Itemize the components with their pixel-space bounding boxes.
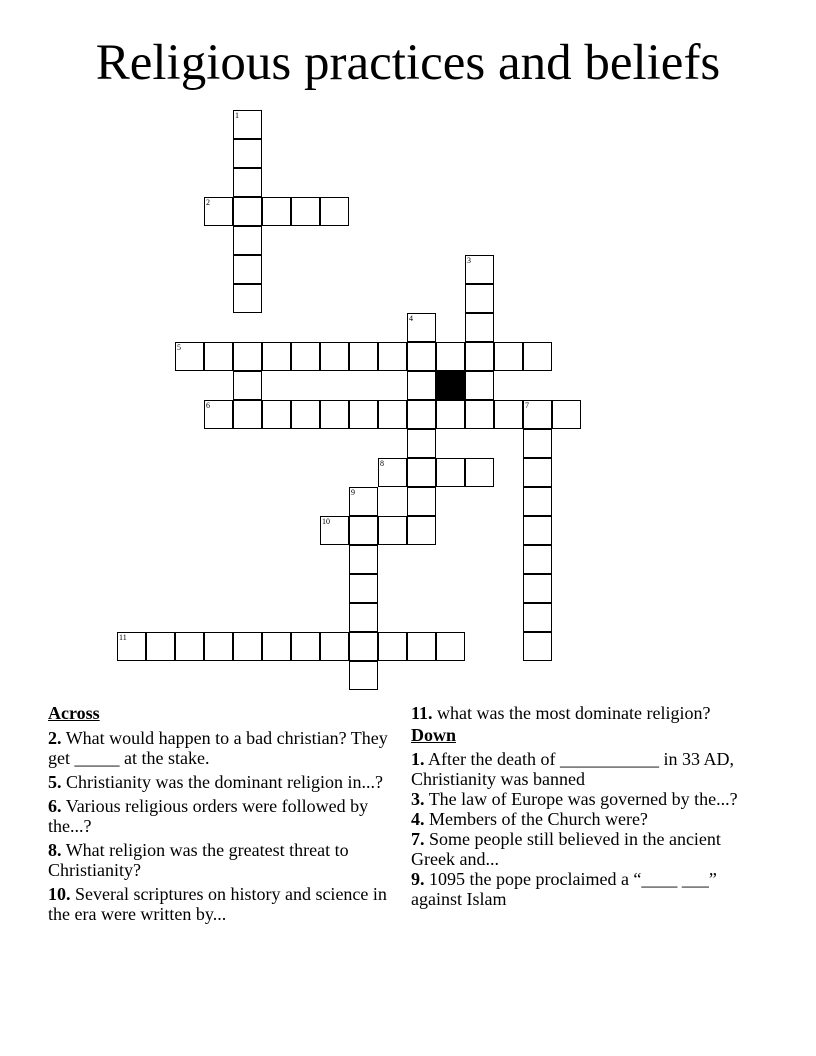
grid-cell[interactable]	[349, 661, 378, 690]
grid-cell[interactable]	[117, 632, 146, 661]
grid-cell[interactable]	[465, 313, 494, 342]
grid-cell[interactable]	[233, 110, 262, 139]
grid-cell[interactable]	[523, 545, 552, 574]
grid-cell[interactable]	[523, 487, 552, 516]
grid-cell[interactable]	[436, 400, 465, 429]
grid-cell[interactable]	[407, 400, 436, 429]
grid-cell[interactable]	[523, 400, 552, 429]
down-clue-3	[411, 789, 751, 809]
clue-text: What religion was the greatest threat to Christianity?	[48, 840, 349, 880]
grid-cell[interactable]	[465, 284, 494, 313]
clue-text: Several scriptures on history and science in the era were written by...	[48, 884, 387, 924]
grid-cell[interactable]	[291, 400, 320, 429]
clue-text: After the death of ___________ in 33 AD, Christianity was banned	[411, 749, 734, 789]
cell-number: 7	[525, 401, 529, 410]
clue-number: 2.	[48, 728, 62, 748]
grid-cell[interactable]	[378, 342, 407, 371]
grid-cell[interactable]	[407, 371, 436, 400]
grid-cell[interactable]	[407, 313, 436, 342]
clue-number: 6.	[48, 796, 62, 816]
grid-cell[interactable]	[233, 197, 262, 226]
cell-number: 6	[206, 401, 210, 410]
cell-number: 11	[119, 633, 127, 642]
grid-cell[interactable]	[378, 458, 407, 487]
grid-cell[interactable]	[523, 429, 552, 458]
grid-cell[interactable]	[465, 255, 494, 284]
clue-number: 3.	[411, 789, 425, 809]
black-square	[436, 371, 465, 400]
grid-cell[interactable]	[494, 342, 523, 371]
clue-text: What would happen to a bad christian? They get _____ at the stake.	[48, 728, 388, 768]
grid-cell[interactable]	[233, 400, 262, 429]
clues-column-left	[48, 703, 388, 928]
down-clue-4	[411, 809, 751, 829]
grid-cell[interactable]	[291, 342, 320, 371]
across-heading: Across	[48, 703, 100, 723]
cell-number: 5	[177, 343, 181, 352]
grid-cell[interactable]	[233, 255, 262, 284]
grid-cell[interactable]	[523, 342, 552, 371]
grid-cell[interactable]	[552, 400, 581, 429]
cell-number: 1	[235, 111, 239, 120]
down-clue-1	[411, 749, 751, 789]
grid-cell[interactable]	[291, 632, 320, 661]
grid-cell[interactable]	[349, 342, 378, 371]
grid-cell[interactable]	[378, 516, 407, 545]
grid-cell[interactable]	[204, 400, 233, 429]
clue-text: Members of the Church were?	[429, 809, 648, 829]
grid-cell[interactable]	[175, 632, 204, 661]
grid-cell[interactable]	[349, 603, 378, 632]
grid-cell[interactable]	[436, 342, 465, 371]
puzzle-title: Religious practices and beliefs	[95, 35, 721, 91]
grid-cell[interactable]	[262, 342, 291, 371]
across-clue-2	[48, 728, 388, 768]
cell-number: 2	[206, 198, 210, 207]
grid-cell[interactable]	[378, 632, 407, 661]
grid-cell[interactable]	[523, 458, 552, 487]
clue-text: Various religious orders were followed by the...?	[48, 796, 369, 836]
grid-cell[interactable]	[407, 429, 436, 458]
grid-cell[interactable]	[262, 400, 291, 429]
grid-cell[interactable]	[233, 342, 262, 371]
cell-number: 4	[409, 314, 413, 323]
grid-cell[interactable]	[262, 197, 291, 226]
grid-cell[interactable]	[233, 632, 262, 661]
grid-cell[interactable]	[349, 574, 378, 603]
clue-number: 4.	[411, 809, 425, 829]
grid-cell[interactable]	[407, 342, 436, 371]
grid-cell[interactable]	[233, 226, 262, 255]
grid-cell[interactable]	[320, 400, 349, 429]
grid-cell[interactable]	[204, 342, 233, 371]
grid-cell[interactable]	[349, 487, 378, 516]
cell-number: 3	[467, 256, 471, 265]
grid-cell[interactable]	[494, 400, 523, 429]
grid-cell[interactable]	[233, 168, 262, 197]
grid-cell[interactable]	[349, 545, 378, 574]
grid-cell[interactable]	[146, 632, 175, 661]
grid-cell[interactable]	[204, 632, 233, 661]
grid-cell[interactable]	[436, 458, 465, 487]
grid-cell[interactable]	[233, 371, 262, 400]
grid-cell[interactable]	[523, 632, 552, 661]
grid-cell[interactable]	[349, 516, 378, 545]
clue-number: 9.	[411, 869, 425, 889]
clue-number: 11.	[411, 703, 433, 723]
across-clue-11	[411, 703, 751, 723]
grid-cell[interactable]	[465, 400, 494, 429]
clue-text: The law of Europe was governed by the...?	[428, 789, 738, 809]
grid-cell[interactable]	[204, 197, 233, 226]
clues-column-right	[411, 703, 751, 909]
grid-cell[interactable]	[465, 458, 494, 487]
grid-cell[interactable]	[407, 516, 436, 545]
across-clue-8	[48, 840, 388, 880]
grid-cell[interactable]	[465, 342, 494, 371]
grid-cell[interactable]	[523, 574, 552, 603]
clue-number: 8.	[48, 840, 62, 860]
grid-cell[interactable]	[320, 632, 349, 661]
cell-number: 8	[380, 459, 384, 468]
grid-cell[interactable]	[407, 487, 436, 516]
grid-cell[interactable]	[175, 342, 204, 371]
grid-cell[interactable]	[349, 632, 378, 661]
cell-number: 9	[351, 488, 355, 497]
clue-number: 5.	[48, 772, 62, 792]
grid-cell[interactable]	[291, 197, 320, 226]
grid-cell[interactable]	[465, 371, 494, 400]
clue-number: 1.	[411, 749, 425, 769]
down-heading: Down	[411, 725, 457, 745]
grid-cell[interactable]	[523, 516, 552, 545]
grid-cell[interactable]	[378, 400, 407, 429]
grid-cell[interactable]	[262, 632, 291, 661]
down-clue-7	[411, 829, 751, 869]
grid-cell[interactable]	[349, 400, 378, 429]
clue-text: Some people still believed in the ancient Greek and...	[411, 829, 721, 869]
grid-cell[interactable]	[233, 139, 262, 168]
clue-text: Christianity was the dominant religion in...?	[66, 772, 383, 792]
grid-cell[interactable]	[320, 342, 349, 371]
grid-cell[interactable]	[407, 458, 436, 487]
grid-cell[interactable]	[320, 516, 349, 545]
grid-cell[interactable]	[436, 632, 465, 661]
clue-text: 1095 the pope proclaimed a “____ ___” against Islam	[411, 869, 717, 909]
across-clue-10	[48, 884, 388, 924]
clue-text: what was the most dominate religion?	[437, 703, 711, 723]
grid-cell[interactable]	[320, 197, 349, 226]
clue-number: 7.	[411, 829, 425, 849]
grid-cell[interactable]	[407, 632, 436, 661]
cell-number: 10	[322, 517, 330, 526]
grid-cell[interactable]	[233, 284, 262, 313]
grid-cell[interactable]	[523, 603, 552, 632]
across-clue-5	[48, 772, 388, 792]
clue-number: 10.	[48, 884, 71, 904]
down-clue-9	[411, 869, 751, 909]
across-clue-6	[48, 796, 388, 836]
